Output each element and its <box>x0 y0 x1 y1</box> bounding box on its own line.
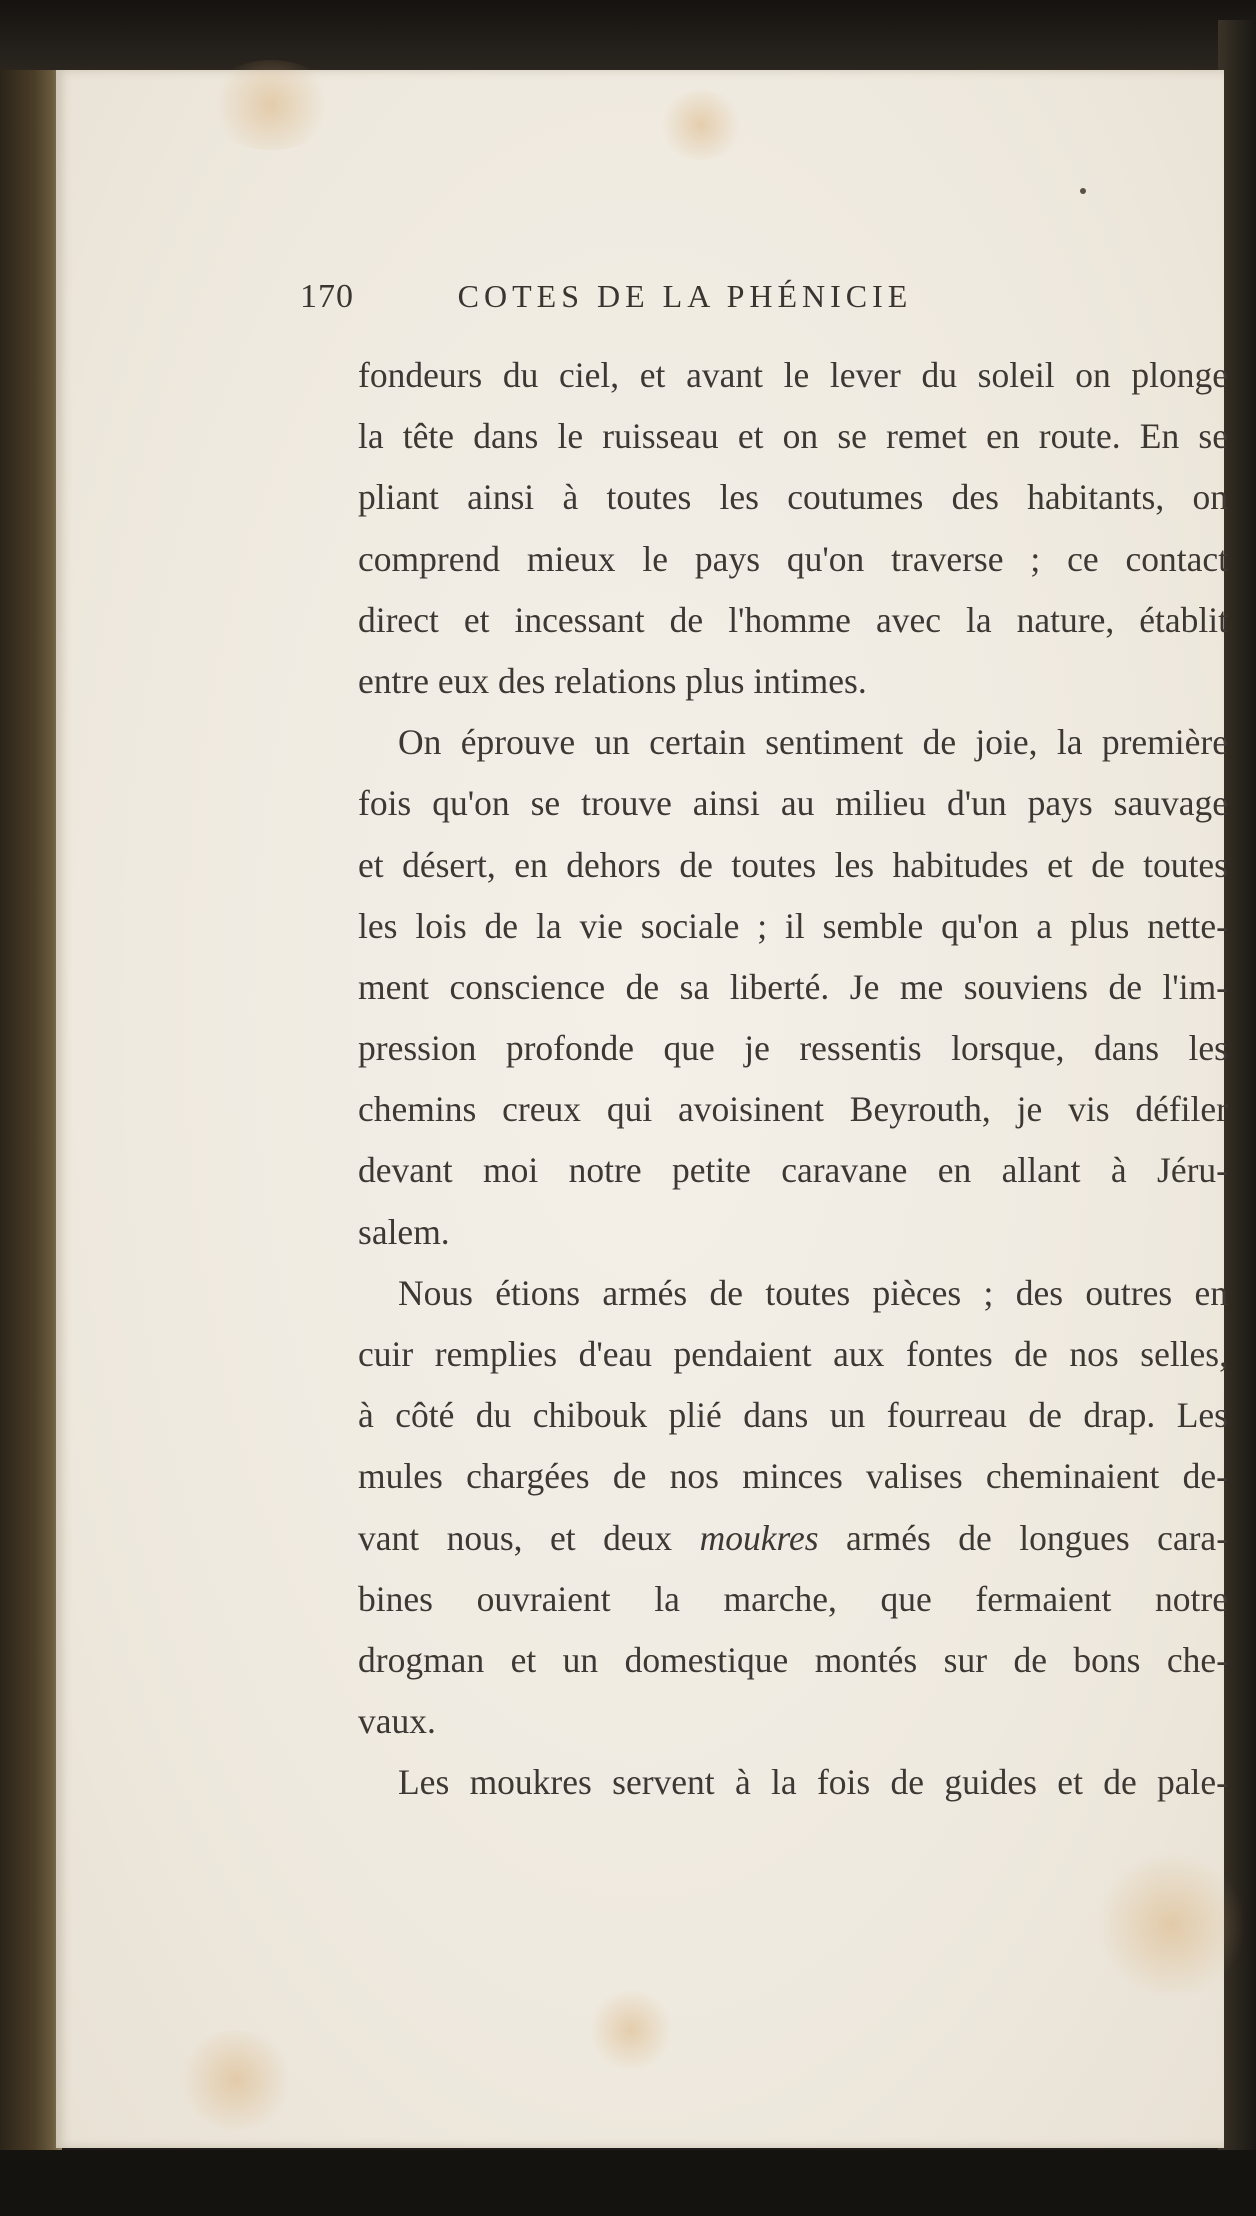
page-number: 170 <box>300 278 354 315</box>
text-line: comprend mieux le pays qu'on traverse ; ce contact <box>358 538 1228 579</box>
foxing-stain <box>176 2030 296 2130</box>
text-line: Nous étions armés de toutes pièces ; des outres en <box>398 1272 1228 1313</box>
text-line: bines ouvraient la marche, que fermaient notre <box>358 1578 1228 1619</box>
paper-speck <box>1080 188 1086 194</box>
text-line: cuir remplies d'eau pendaient aux fontes de nos selles, <box>358 1334 1228 1374</box>
text-line: mules chargées de nos minces valises cheminaient de- <box>358 1456 1228 1497</box>
book-spine-edge <box>0 70 62 2160</box>
scan-bottom-border <box>0 2150 1256 2216</box>
foxing-stain <box>586 1990 676 2070</box>
text-line: devant moi notre petite caravane en allant à Jéru- <box>358 1150 1228 1191</box>
text-line: drogman et un domestique montés sur de bons che- <box>358 1639 1228 1680</box>
text-segment: vant nous, et deux <box>358 1517 673 1558</box>
text-line: pliant ainsi à toutes les coutumes des habitants, on <box>358 477 1228 518</box>
foxing-stain <box>1096 1850 1246 2000</box>
running-head <box>300 278 1030 324</box>
text-segment: armés de longues cara- <box>846 1517 1229 1558</box>
text-line: les lois de la vie sociale ; il semble qu'on a plus nette- <box>358 905 1228 946</box>
text-line: salem. <box>358 1211 450 1252</box>
text-line: pression profonde que je ressentis lorsque, dans les <box>358 1028 1228 1069</box>
text-line: On éprouve un certain sentiment de joie, la première <box>398 722 1228 763</box>
text-line: fondeurs du ciel, et avant le lever du soleil on plonge <box>358 355 1228 395</box>
text-line: et désert, en dehors de toutes les habitudes et de toutes <box>358 844 1228 885</box>
text-line: fois qu'on se trouve ainsi au milieu d'un pays sauvage <box>358 783 1228 824</box>
text-line: vaux. <box>358 1701 436 1742</box>
foxing-stain <box>206 60 336 150</box>
text-line: à côté du chibouk plié dans un fourreau de drap. Les <box>358 1395 1228 1436</box>
text-line <box>358 1508 1228 1569</box>
text-line: direct et incessant de l'homme avec la nature, établit <box>358 599 1228 640</box>
text-line: entre eux des relations plus intimes. <box>358 660 867 701</box>
text-line: ment conscience de sa liberté. Je me souviens de l'im- <box>358 966 1228 1007</box>
text-line: la tête dans le ruisseau et on se remet en route. En se <box>358 416 1228 457</box>
text-line: Les moukres servent à la fois de guides et de pale- <box>398 1762 1228 1803</box>
foxing-stain <box>656 90 746 160</box>
scan-top-border <box>0 0 1256 70</box>
italic-word-moukres: moukres <box>699 1517 819 1558</box>
text-line: chemins creux qui avoisinent Beyrouth, je vis défiler <box>358 1089 1228 1130</box>
body-text <box>358 345 1228 1814</box>
chapter-title: COTES DE LA PHÉNICIE <box>457 278 913 314</box>
